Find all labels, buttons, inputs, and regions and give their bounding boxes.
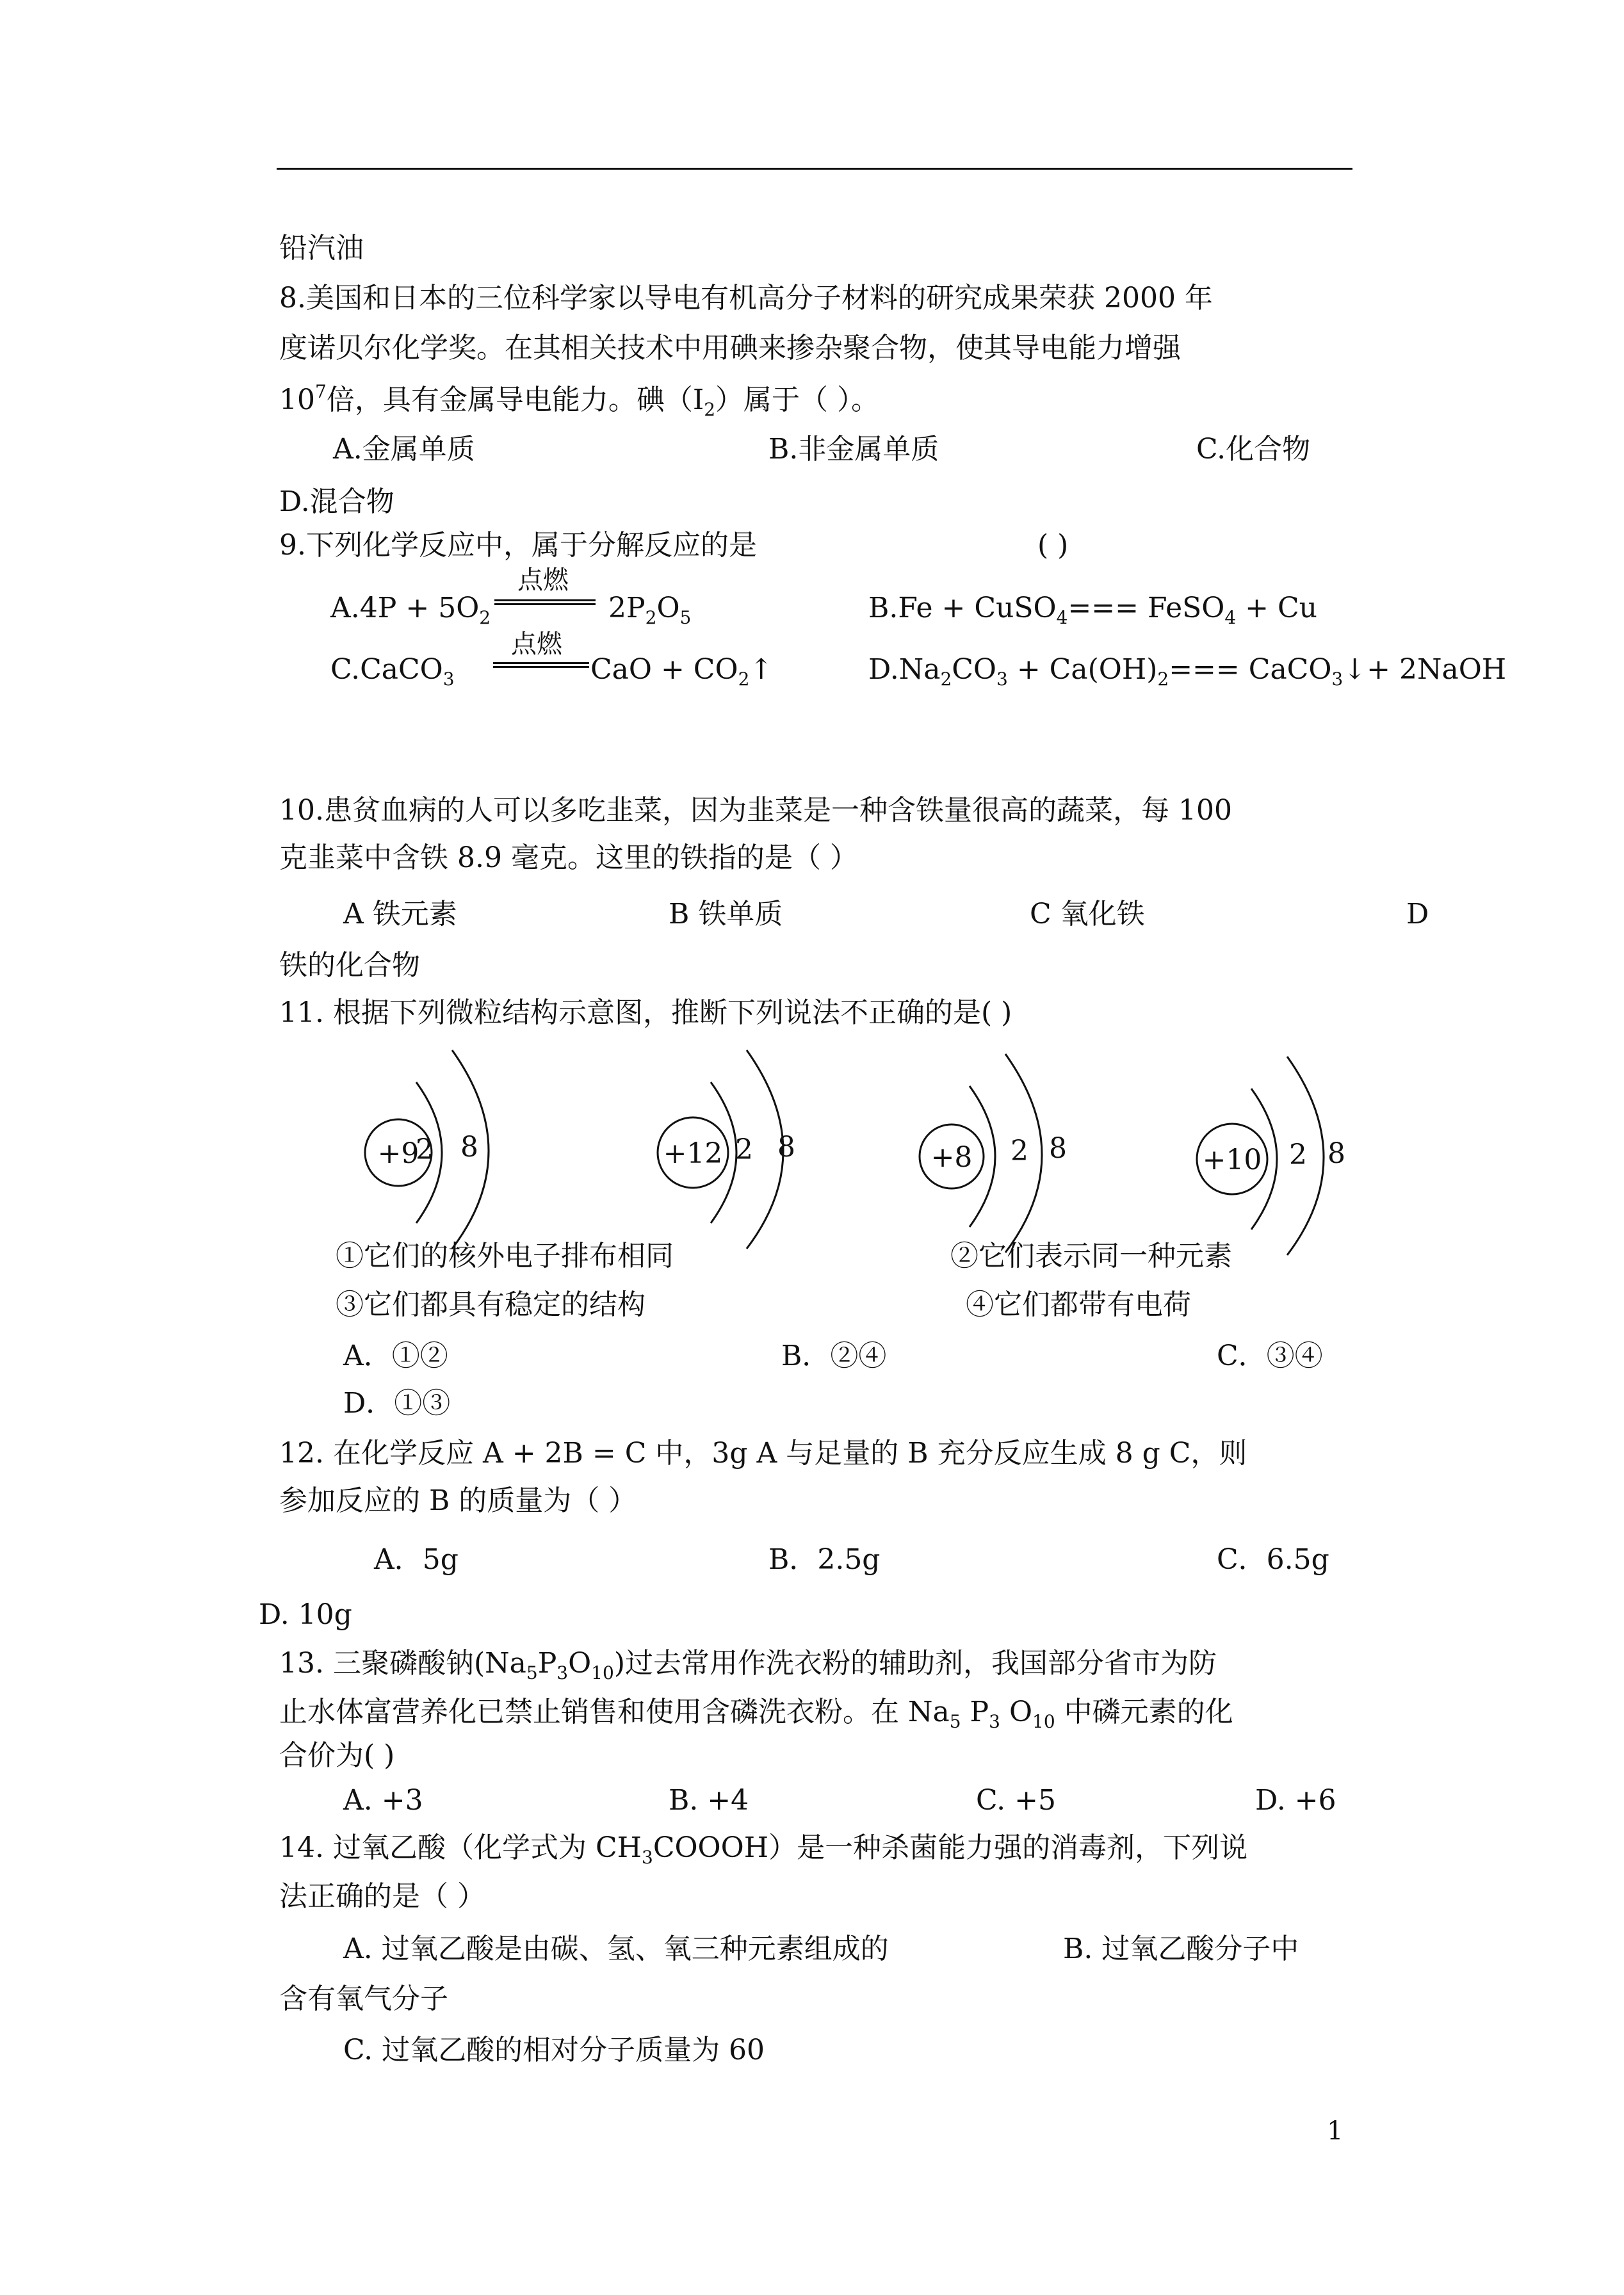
q9-option-d: $D.Na_2CO_3 + Ca(OH)_2===$ CaCO$_3$↓+ 2NaOH: [868, 653, 1507, 690]
continuation-text: 铅汽油: [279, 232, 364, 264]
q8-line1: 8.美国和日本的三位科学家以导电有机高分子材料的研究成果荣获 2000 年: [279, 282, 1213, 314]
q8-option-c: C.化合物: [1196, 433, 1311, 466]
q14-line2: 法正确的是（ ）: [279, 1880, 485, 1913]
atom-diagram-4: [1187, 1044, 1354, 1255]
q14-option-a: A. 过氧乙酸是由碳、氢、氧三种元素组成的: [343, 1933, 889, 1965]
q11-statement-4: ④它们都带有电荷: [966, 1288, 1191, 1321]
q11-statement-2: ②它们表示同一种元素: [950, 1240, 1232, 1272]
q14-option-b-cont: 含有氧气分子: [279, 1983, 448, 2015]
shell-count-1a: 2: [416, 1133, 434, 1166]
q10-option-d-text: 铁的化合物: [279, 949, 420, 982]
header-rule: [277, 168, 1352, 170]
q9-option-b: B.Fe + CuSO$_4$=== FeSO$_4$ + Cu: [868, 592, 1318, 628]
q12-option-c: C．6.5g: [1217, 1543, 1329, 1576]
q8-option-b: B.非金属单质: [768, 433, 939, 466]
q11-option-c: C．③④: [1217, 1340, 1323, 1372]
q12-line1: 12. 在化学反应 A + 2B = C 中，3g A 与足量的 B 充分反应生成 8 g C，则: [279, 1437, 1247, 1470]
shell-count-4a: 2: [1289, 1139, 1307, 1171]
q13-option-b: B. +4: [669, 1784, 749, 1817]
shell-count-3a: 2: [1011, 1135, 1028, 1167]
shell-count-1b: 8: [460, 1131, 478, 1164]
q13-option-d: D. +6: [1255, 1784, 1336, 1817]
q14-line1: 14. 过氧乙酸（化学式为 $CH_3COOOH$）是一种杀菌能力强的消毒剂，下列说: [279, 1831, 1248, 1868]
q13-option-a: A. +3: [343, 1784, 423, 1817]
q11-stem: 11. 根据下列微粒结构示意图，推断下列说法不正确的是( ): [279, 996, 1012, 1029]
q10-option-b: B 铁单质: [669, 898, 783, 930]
q11-option-d: D．①③: [343, 1387, 451, 1420]
q13-line2: 止水体富营养化已禁止销售和使用含磷洗衣粉。在 $Na_5$ $P_3$ $O_{10}$ 中磷元素的化: [279, 1696, 1233, 1732]
q8-option-a: A.金属单质: [333, 433, 475, 466]
q8-line3: $10^7$倍，具有金属导电能力。碘$(I_2)$属于（ ）。: [279, 381, 880, 420]
q11-option-b: B．②④: [781, 1340, 887, 1372]
shell-count-4b: 8: [1328, 1137, 1345, 1170]
q12-line2: 参加反应的 B 的质量为（ ）: [279, 1484, 637, 1517]
nucleus-label-1: +9: [377, 1137, 419, 1170]
q11-statement-1: ①它们的核外电子排布相同: [336, 1240, 674, 1272]
q9-answer-paren: ( ): [1037, 529, 1069, 562]
q9-option-c-reaction-bar: [493, 662, 589, 668]
q9-option-a-condition: 点燃: [517, 565, 569, 595]
q12-option-d: D. 10g: [259, 1598, 352, 1631]
q12-option-b: B．2.5g: [768, 1543, 881, 1576]
q9-option-c-right: CaO + $CO_2↑$: [590, 653, 774, 690]
q9-option-a-right: $2P_2O_5$: [608, 592, 692, 628]
q10-line1: 10.患贫血病的人可以多吃韭菜，因为韭菜是一种含铁量很高的蔬菜，每 100: [279, 794, 1232, 827]
q11-option-a: A．①②: [343, 1340, 448, 1372]
q9-option-a-left: $A.4P + 5O_2$: [330, 592, 491, 628]
electron-shell-3a: [970, 1086, 995, 1227]
shell-count-2a: 2: [735, 1133, 753, 1166]
q14-option-b: B. 过氧乙酸分子中: [1063, 1933, 1299, 1965]
nucleus-label-3: +8: [930, 1141, 973, 1174]
nucleus-label-4: +10: [1202, 1144, 1262, 1176]
q9-option-a-reaction-bar: [494, 599, 596, 605]
page-number: 1: [1327, 2116, 1344, 2146]
q11-statement-3: ③它们都具有稳定的结构: [336, 1288, 646, 1321]
q14-option-c: C. 过氧乙酸的相对分子质量为 60: [343, 2034, 765, 2066]
shell-count-2b: 8: [777, 1131, 795, 1164]
q12-option-a: A．5g: [374, 1543, 459, 1576]
q9-option-c-condition: 点燃: [511, 629, 562, 659]
q10-line2: 克韭菜中含铁 8.9 毫克。这里的铁指的是（ ）: [279, 841, 858, 874]
q13-option-c: C. +5: [976, 1784, 1056, 1817]
q8-line2: 度诺贝尔化学奖。在其相关技术中用碘来掺杂聚合物，使其导电能力增强: [279, 332, 1181, 364]
nucleus-label-2: +12: [663, 1137, 723, 1170]
q10-option-c: C 氧化铁: [1030, 898, 1145, 930]
q10-option-d: D: [1406, 898, 1429, 930]
q9-option-c-left: C.CaCO$_3$: [330, 653, 455, 690]
q9-stem: 9.下列化学反应中，属于分解反应的是: [279, 529, 757, 562]
q13-line1: 13. 三聚磷酸钠$(Na_5P_3O_{10})$过去常用作洗衣粉的辅助剂，我国部分省市为防: [279, 1647, 1217, 1683]
shell-count-3b: 8: [1049, 1132, 1067, 1165]
q13-line3: 合价为( ): [279, 1739, 395, 1772]
atom-diagram-1: [359, 1044, 519, 1255]
atom-diagram-2: [647, 1044, 813, 1255]
atom-diagram-3: [912, 1044, 1072, 1255]
q10-option-a: A 铁元素: [343, 898, 457, 930]
q8-option-d: D.混合物: [279, 485, 394, 518]
